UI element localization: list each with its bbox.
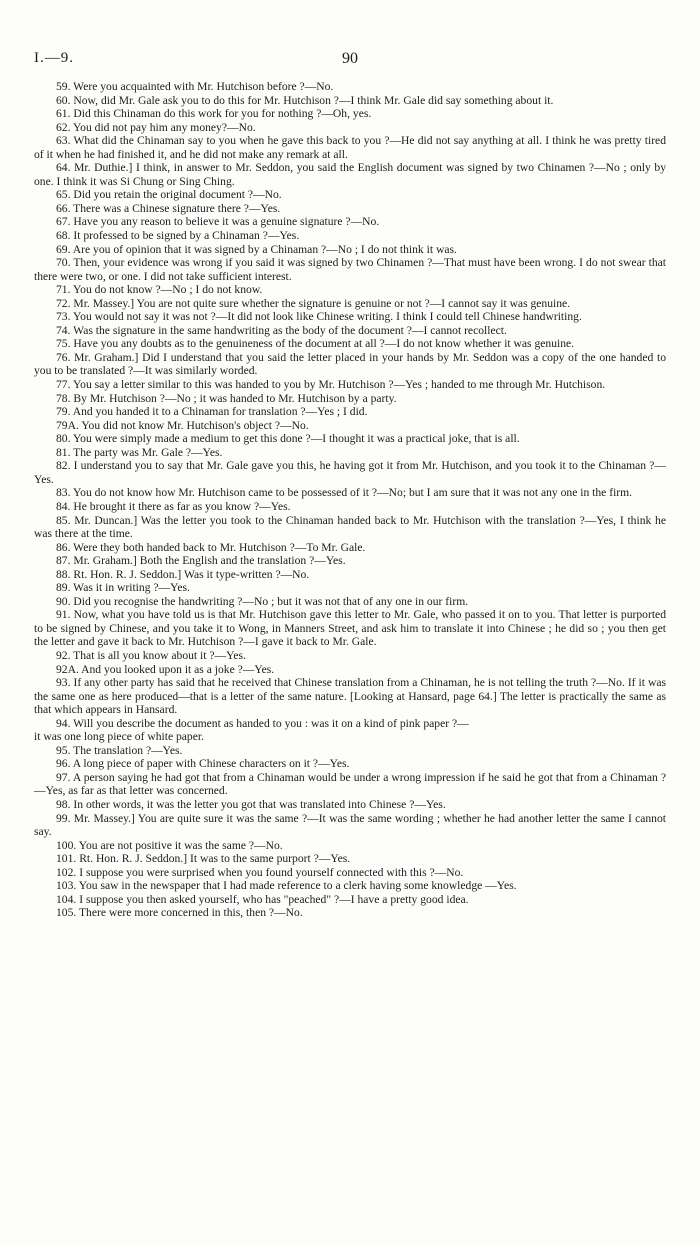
testimony-paragraph: 98. In other words, it was the letter you got that was translated into Chinese ?—Yes.: [56, 797, 446, 811]
testimony-paragraph: 65. Did you retain the original document ?—No.: [56, 188, 282, 202]
testimony-paragraph: 66. There was a Chinese signature there ?—Yes.: [56, 201, 281, 215]
testimony-paragraph: 85. Mr. Duncan.] Was the letter you took to the Chinaman handed back to Mr. Hutchison with the translation ?—Yes, I think he was there at the time.: [34, 513, 666, 541]
testimony-paragraph: 64. Mr. Duthie.] I think, in answer to Mr. Seddon, you said the English document was signed by two Chinamen ?—No ; only by one. I think it was Si Chung or Sing Ching.: [34, 161, 666, 188]
testimony-paragraph: 94. Will you describe the document as handed to you : was it on a kind of pink paper ?—: [56, 716, 469, 730]
testimony-paragraph: 95. The translation ?—Yes.: [56, 743, 183, 757]
testimony-paragraph: 92A. And you looked upon it as a joke ?—Yes.: [56, 662, 275, 676]
testimony-paragraph: 61. Did this Chinaman do this work for you for nothing ?—Oh, yes.: [56, 107, 372, 121]
document-reference: I.—9.: [34, 50, 74, 66]
testimony-paragraph: 83. You do not know how Mr. Hutchison came to be possessed of it ?—No; but I am sure that it was not any one in the firm.: [56, 486, 633, 500]
testimony-paragraph: 87. Mr. Graham.] Both the English and the translation ?—Yes.: [56, 554, 346, 568]
testimony-body: [34, 80, 666, 920]
testimony-paragraph: 77. You say a letter similar to this was handed to you by Mr. Hutchison ?—Yes ; handed to me through Mr. Hutchison.: [56, 378, 606, 392]
testimony-paragraph: 80. You were simply made a medium to get this done ?—I thought it was a practical joke, that is all.: [56, 432, 520, 446]
testimony-paragraph: 79. And you handed it to a Chinaman for translation ?—Yes ; I did.: [56, 405, 368, 419]
testimony-paragraph: 96. A long piece of paper with Chinese characters on it ?—Yes.: [56, 757, 350, 771]
testimony-paragraph: 67. Have you any reason to believe it was a genuine signature ?—No.: [56, 215, 380, 229]
testimony-paragraph: 76. Mr. Graham.] Did I understand that you said the letter placed in your hands by Mr. Seddon was a copy of the one handed to you to be translated ?—It was similarly worded.: [34, 350, 666, 378]
testimony-paragraph: 71. You do not know ?—No ; I do not know.: [56, 283, 263, 297]
testimony-paragraph: 68. It professed to be signed by a Chinaman ?—Yes.: [56, 229, 300, 243]
testimony-paragraph: 75. Have you any doubts as to the genuineness of the document at all ?—I do not know whether it was genuine.: [56, 337, 575, 351]
testimony-paragraph: 101. Rt. Hon. R. J. Seddon.] It was to the same purport ?—Yes.: [56, 852, 351, 866]
testimony-paragraph: 60. Now, did Mr. Gale ask you to do this for Mr. Hutchison ?—I think Mr. Gale did say something about it.: [56, 93, 554, 107]
testimony-paragraph: 63. What did the Chinaman say to you when he gave this back to you ?—He did not say anything at all. I think he was pretty tired of it when he had finished it, and he did not make any remark at all.: [34, 134, 666, 161]
testimony-paragraph: 103. You saw in the newspaper that I had made reference to a clerk having some knowledge —Yes.: [56, 879, 517, 893]
testimony-paragraph: 105. There were more concerned in this, then ?—No.: [56, 906, 303, 920]
testimony-paragraph: 91. Now, what you have told us is that Mr. Hutchison gave this letter to Mr. Gale, who passed it on to you. That letter is purported to be signed by Chinese, and you take it to Wong, in Manners Street, and ask him to translate it into Chinese ; he did so ; you then get the letter and gave it back to Mr. Hutchison ?—I gave it back to Mr. Gale.: [34, 608, 666, 649]
testimony-paragraph: 104. I suppose you then asked yourself, who has "peached" ?—I have a pretty good idea.: [56, 892, 469, 906]
testimony-paragraph: 93. If any other party has said that he received that Chinese translation from a Chinaman, he is not telling the truth ?—No. If it was the same one as here produced—that is a letter of the same nature. [Looking at Hansard, page 64.] The letter is practically the same as that which appears in Hansard.: [34, 676, 666, 717]
testimony-paragraph: 86. Were they both handed back to Mr. Hutchison ?—To Mr. Gale.: [56, 540, 366, 554]
testimony-paragraph: 84. He brought it there as far as you know ?—Yes.: [56, 499, 291, 513]
testimony-paragraph: 69. Are you of opinion that it was signed by a Chinaman ?—No ; I do not think it was.: [56, 242, 457, 256]
testimony-paragraph: 73. You would not say it was not ?—It did not look like Chinese writing. I think I could tell Chinese handwriting.: [56, 310, 582, 324]
testimony-paragraph: 97. A person saying he had got that from a Chinaman would be under a wrong impression if he said he got that from a Chinaman ?—Yes, as far as that letter was concerned.: [34, 770, 666, 798]
testimony-paragraph: 70. Then, your evidence was wrong if you said it was signed by two Chinamen ?—That must have been wrong. I do not swear that there were two, or one. I did not take sufficient interest.: [34, 256, 666, 283]
testimony-paragraph: 89. Was it in writing ?—Yes.: [56, 581, 190, 595]
testimony-paragraph: 78. By Mr. Hutchison ?—No ; it was handed to Mr. Hutchison by a party.: [56, 391, 397, 405]
testimony-paragraph: 92. That is all you know about it ?—Yes.: [56, 648, 246, 662]
testimony-paragraph: 72. Mr. Massey.] You are not quite sure whether the signature is genuine or not ?—I cannot say it was genuine.: [56, 296, 571, 310]
page-header: [34, 50, 666, 72]
testimony-paragraph: 90. Did you recognise the handwriting ?—No ; but it was not that of any one in our firm.: [56, 594, 469, 608]
testimony-paragraph: 62. You did not pay him any money?—No.: [56, 120, 256, 134]
testimony-paragraph: 82. I understand you to say that Mr. Gale gave you this, he having got it from Mr. Hutchison, and you took it to the Chinaman ?—Yes.: [34, 459, 666, 486]
testimony-paragraph: 99. Mr. Massey.] You are quite sure it was the same ?—It was the same wording ; whether he had another letter the same I cannot say.: [34, 811, 666, 839]
testimony-paragraph: 102. I suppose you were surprised when you found yourself connected with this ?—No.: [56, 865, 464, 879]
testimony-paragraph: 81. The party was Mr. Gale ?—Yes.: [56, 445, 223, 459]
testimony-paragraph: 79A. You did not know Mr. Hutchison's object ?—No.: [56, 418, 309, 432]
testimony-paragraph: 59. Were you acquainted with Mr. Hutchison before ?—No.: [56, 80, 334, 93]
testimony-paragraph: 74. Was the signature in the same handwriting as the body of the document ?—I cannot recollect.: [56, 323, 507, 337]
testimony-paragraph: it was one long piece of white paper.: [34, 730, 204, 744]
page-number: 90: [342, 50, 358, 67]
testimony-paragraph: 88. Rt. Hon. R. J. Seddon.] Was it type-written ?—No.: [56, 567, 310, 581]
testimony-paragraph: 100. You are not positive it was the same ?—No.: [56, 838, 283, 852]
